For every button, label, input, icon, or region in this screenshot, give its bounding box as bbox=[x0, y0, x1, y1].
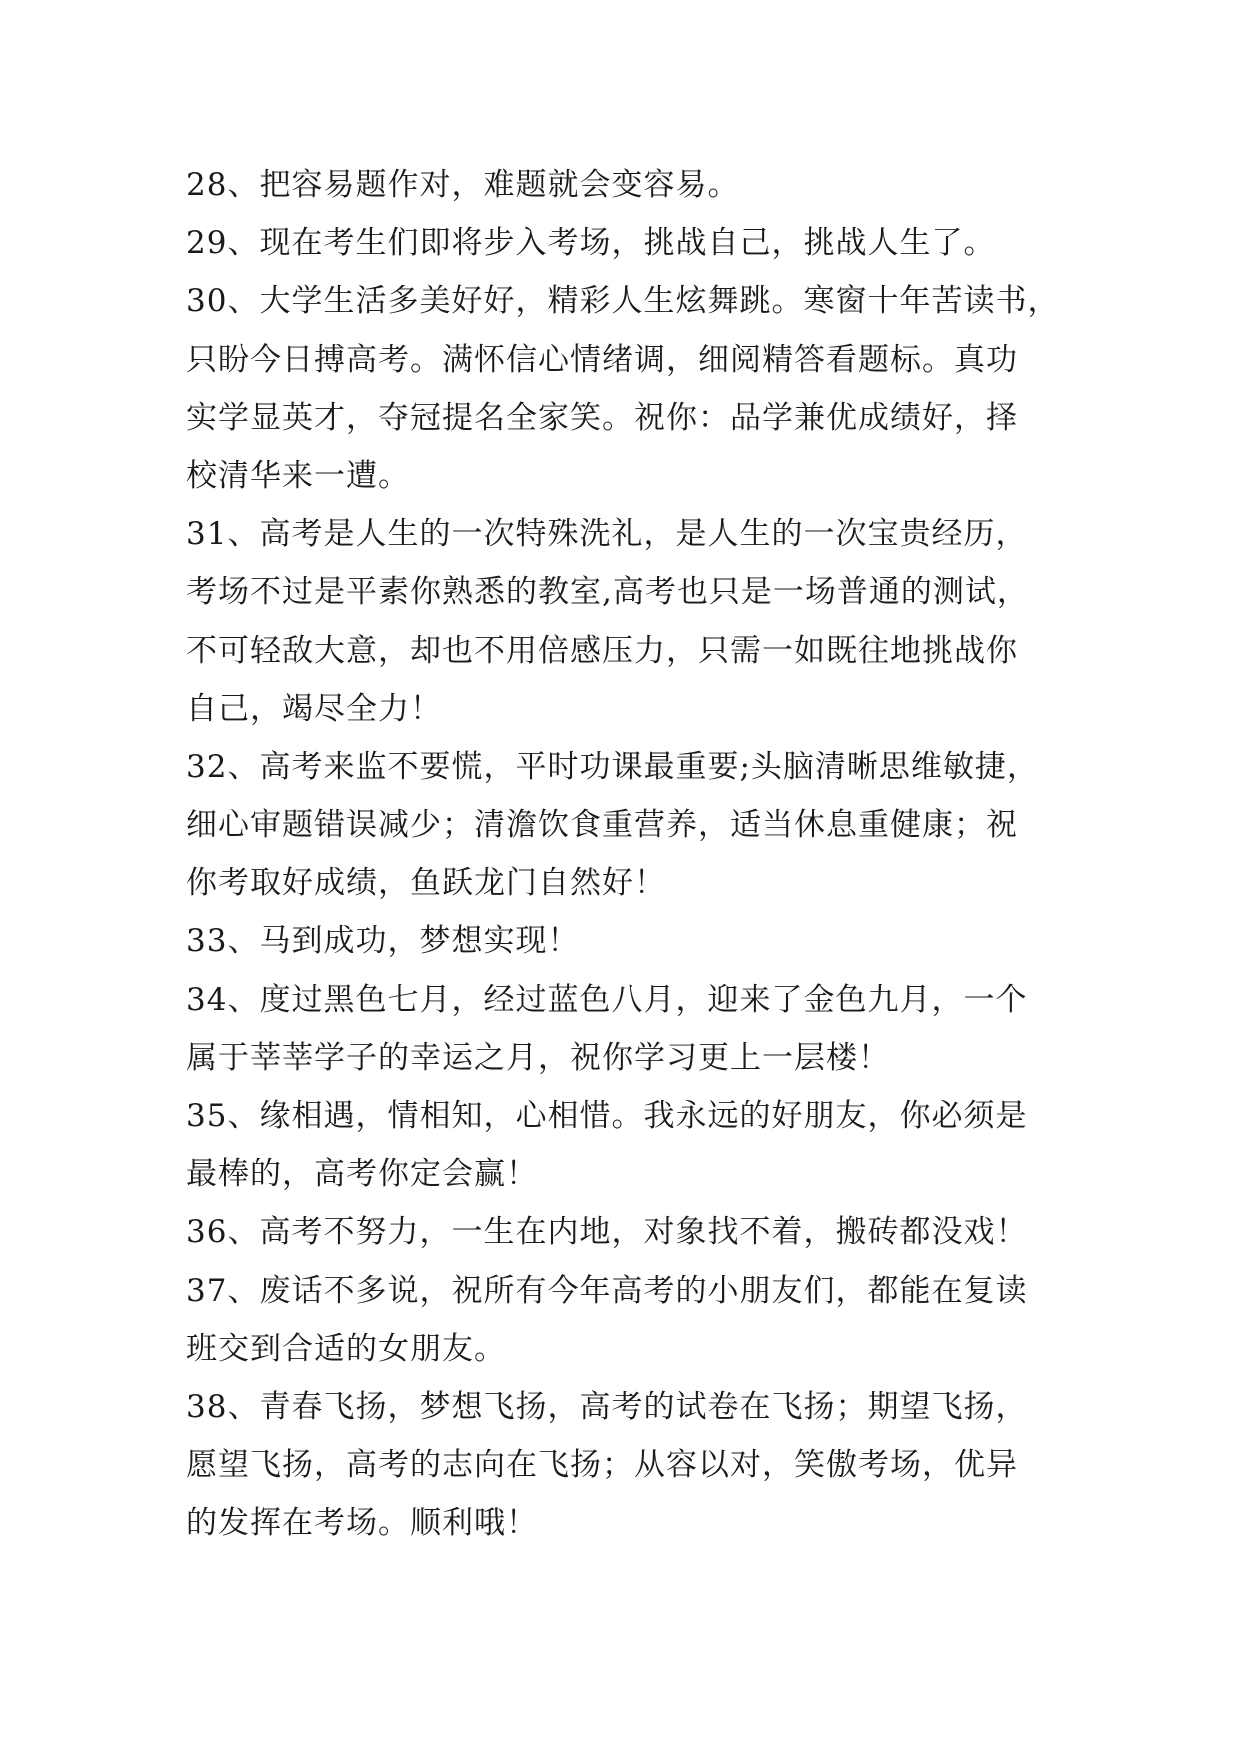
entry-38 bbox=[186, 1378, 1066, 1553]
entry-line: 自己，竭尽全力！ bbox=[186, 690, 442, 727]
document-body bbox=[186, 156, 1066, 1553]
entry-line: 实学显英才，夺冠提名全家笑。祝你：品学兼优成绩好，择 bbox=[186, 399, 1018, 436]
entry-28 bbox=[186, 156, 1066, 214]
entry-line: 的发挥在考场。顺利哦！ bbox=[186, 1505, 538, 1542]
entry-29 bbox=[186, 214, 1066, 272]
entry-line: 32、高考来监不要慌，平时功课最重要;头脑清晰思维敏捷， bbox=[186, 748, 1039, 785]
entry-line: 愿望飞扬，高考的志向在飞扬；从容以对，笑傲考场，优异 bbox=[186, 1447, 1018, 1484]
entry-31 bbox=[186, 505, 1066, 738]
entry-line: 属于莘莘学子的幸运之月，祝你学习更上一层楼！ bbox=[186, 1039, 890, 1076]
entry-line: 28、把容易题作对，难题就会变容易。 bbox=[186, 167, 740, 203]
entry-36 bbox=[186, 1203, 1066, 1261]
entry-line: 29、现在考生们即将步入考场，挑战自己，挑战人生了。 bbox=[186, 225, 996, 262]
entry-30 bbox=[186, 272, 1066, 505]
entry-35 bbox=[186, 1087, 1066, 1203]
entry-line: 30、大学生活多美好好，精彩人生炫舞跳。寒窗十年苦读书， bbox=[186, 283, 1060, 320]
entry-33 bbox=[186, 912, 1066, 970]
entry-line: 最棒的，高考你定会赢！ bbox=[186, 1156, 538, 1193]
entry-line: 你考取好成绩，鱼跃龙门自然好！ bbox=[186, 865, 666, 902]
entry-line: 不可轻敌大意，却也不用倍感压力，只需一如既往地挑战你 bbox=[186, 632, 1018, 669]
entry-line: 37、废话不多说，祝所有今年高考的小朋友们，都能在复读 bbox=[186, 1272, 1028, 1309]
entry-line: 35、缘相遇，情相知，心相惜。我永远的好朋友，你必须是 bbox=[186, 1098, 1028, 1134]
entry-34 bbox=[186, 971, 1066, 1087]
entry-line: 36、高考不努力，一生在内地，对象找不着，搬砖都没戏！ bbox=[186, 1214, 1028, 1251]
entry-32 bbox=[186, 738, 1066, 913]
entry-line: 只盼今日搏高考。满怀信心情绪调，细阅精答看题标。真功 bbox=[186, 341, 1018, 378]
entry-line: 考场不过是平素你熟悉的教室,高考也只是一场普通的测试， bbox=[186, 574, 1029, 611]
entry-line: 31、高考是人生的一次特殊洗礼，是人生的一次宝贵经历， bbox=[186, 516, 1028, 553]
entry-line: 细心审题错误减少；清澹饮食重营养，适当休息重健康；祝 bbox=[186, 807, 1018, 844]
entry-37 bbox=[186, 1262, 1066, 1378]
entry-line: 校清华来一遭。 bbox=[186, 457, 410, 494]
entry-line: 班交到合适的女朋友。 bbox=[186, 1330, 506, 1367]
entry-line: 33、马到成功，梦想实现！ bbox=[186, 923, 580, 960]
entry-line: 38、青春飞扬，梦想飞扬，高考的试卷在飞扬；期望飞扬， bbox=[186, 1388, 1028, 1425]
entry-line: 34、度过黑色七月，经过蓝色八月，迎来了金色九月，一个 bbox=[186, 981, 1028, 1018]
